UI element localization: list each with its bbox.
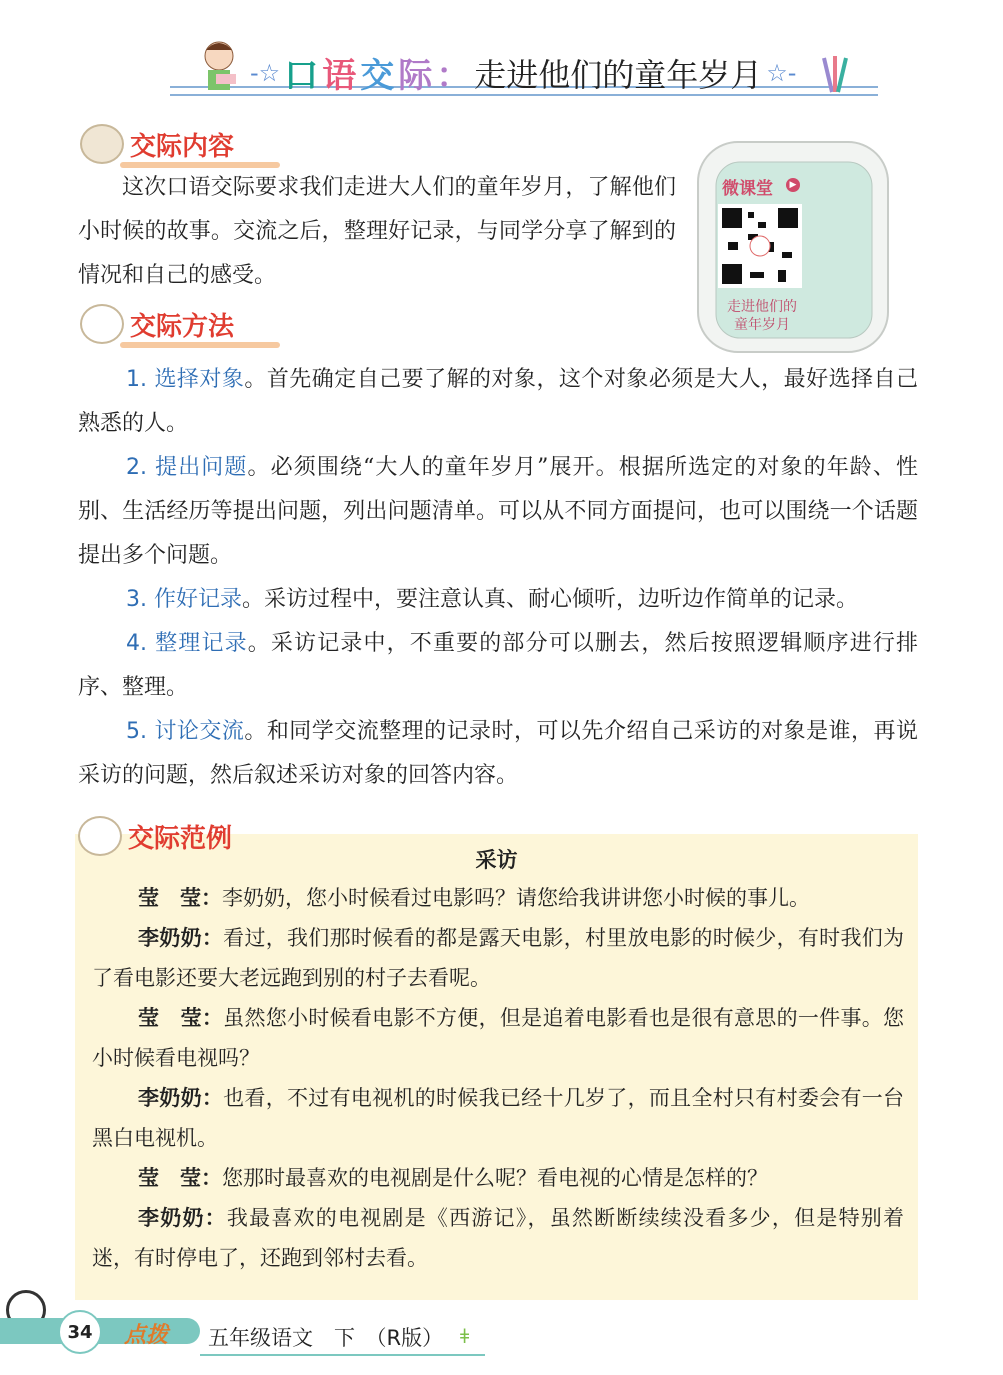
utterance: 也看，不过有电视机的时候我已经十几岁了，而且全村只有村委会有一台黑白电视机。 (92, 1086, 905, 1150)
method-label: 4. 整理记录 (126, 631, 248, 656)
method-item (78, 578, 918, 622)
page-title: 走进他们的童年岁月 (474, 55, 763, 94)
section-heading-method (80, 304, 234, 344)
section-heading-content (80, 124, 234, 164)
utterance: 我最喜欢的电视剧是《西游记》，虽然断断续续没看多少，但是特别着迷，有时停电了，还跑到邻村去看。 (92, 1206, 905, 1270)
star-icon: ☆- (766, 58, 797, 87)
content-paragraph: 这次口语交际要求我们走进大人们的童年岁月，了解他们小时候的故事。交流之后，整理好记录，与同学分享了解到的情况和自己的感受。 (78, 175, 676, 288)
dialogue-line (92, 918, 904, 998)
method-item (78, 446, 918, 578)
utterance: 您那时最喜欢的电视剧是什么呢？看电视的心情是怎样的？ (222, 1166, 768, 1190)
method-item (78, 710, 918, 798)
speaker: 李奶奶： (138, 1206, 227, 1230)
dialogue-line (92, 878, 904, 918)
speaker: 莹 莹： (138, 1006, 224, 1030)
title-keyword: 语 (322, 56, 357, 96)
puppy-mascot-icon (80, 304, 124, 344)
method-label: 5. 讨论交流 (126, 719, 245, 744)
example-heading: 采访 (475, 848, 518, 872)
section-title: 交际方法 (130, 311, 235, 342)
section-title: 交际范例 (128, 823, 233, 854)
example-box (75, 834, 918, 1300)
utterance: 虽然您小时候看电影不方便，但是追着电影看也是很有意思的一件事。您小时候看电视吗？ (92, 1006, 905, 1070)
method-label: 2. 提出问题 (126, 455, 248, 480)
speaker: 莹 莹： (138, 1166, 222, 1190)
title-keyword: 际 (398, 56, 433, 96)
method-text: 。必须围绕“大人的童年岁月”展开。根据所选定的对象的年龄、性别、生活经历等提出问题，列出问题清单。可以从不同方面提问，也可以围绕一个话题提出多个问题。 (78, 455, 919, 568)
page-header (170, 40, 878, 102)
book-title: 五年级语文 下 （R版） (208, 1326, 444, 1350)
dialogue-line (92, 1078, 904, 1158)
section-title: 交际内容 (130, 131, 235, 162)
method-text: 。和同学交流整理的记录时，可以先介绍自己采访的对象是谁，再说采访的问题，然后叙述采访对象的回答内容。 (78, 719, 918, 788)
speaker: 李奶奶： (138, 926, 224, 950)
dialogue-line (92, 998, 904, 1078)
method-text: 。采访过程中，要注意认真、耐心倾听，边听边作简单的记录。 (241, 587, 858, 612)
cat-mascot-icon (80, 124, 124, 164)
boy-mascot-icon (198, 40, 240, 102)
utterance: 李奶奶，您小时候看过电影吗？请您给我讲讲您小时候的事儿。 (222, 886, 810, 910)
title-keyword: 交 (360, 56, 395, 96)
method-item (78, 622, 918, 710)
qr-label: 微课堂 (722, 179, 773, 199)
section-heading-example (78, 816, 232, 856)
method-item (78, 358, 918, 446)
dialogue (92, 878, 904, 1278)
page-footer (0, 1290, 490, 1360)
method-text: 。采访记录中，不重要的部分可以删去，然后按照逻辑顺序进行排序、整理。 (78, 631, 918, 700)
pencils-icon (820, 54, 850, 96)
method-label: 1. 选择对象 (126, 367, 245, 392)
qr-caption-line: 童年岁月 (734, 317, 790, 333)
title-keyword: 口 (284, 56, 319, 96)
utterance: 看过，我们那时候看的都是露天电影，村里放电影的时候少，有时我们为了看电影还要大老远跑到别的村子去看呢。 (92, 926, 905, 990)
speaker: 莹 莹： (138, 886, 222, 910)
star-icon: -☆ (250, 58, 281, 87)
footer-rule (200, 1354, 485, 1356)
bamboo-icon: ǂ (460, 1324, 470, 1348)
qr-caption (712, 298, 812, 334)
qr-caption-line: 走进他们的 (727, 299, 797, 315)
speaker: 李奶奶： (138, 1086, 224, 1110)
dialogue-line (92, 1198, 904, 1278)
title-colon: ： (436, 56, 471, 96)
qr-code[interactable] (718, 206, 802, 290)
method-list (78, 358, 918, 798)
brand-logo: 点拨 (124, 1322, 169, 1348)
page-number: 34 (58, 1310, 102, 1354)
dialogue-line (92, 1158, 904, 1198)
play-icon: ▶ (786, 178, 800, 192)
bunny-mascot-icon (78, 816, 122, 856)
method-text: 。首先确定自己要了解的对象，这个对象必须是大人，最好选择自己熟悉的人。 (78, 367, 918, 436)
method-label: 3. 作好记录 (126, 587, 242, 612)
